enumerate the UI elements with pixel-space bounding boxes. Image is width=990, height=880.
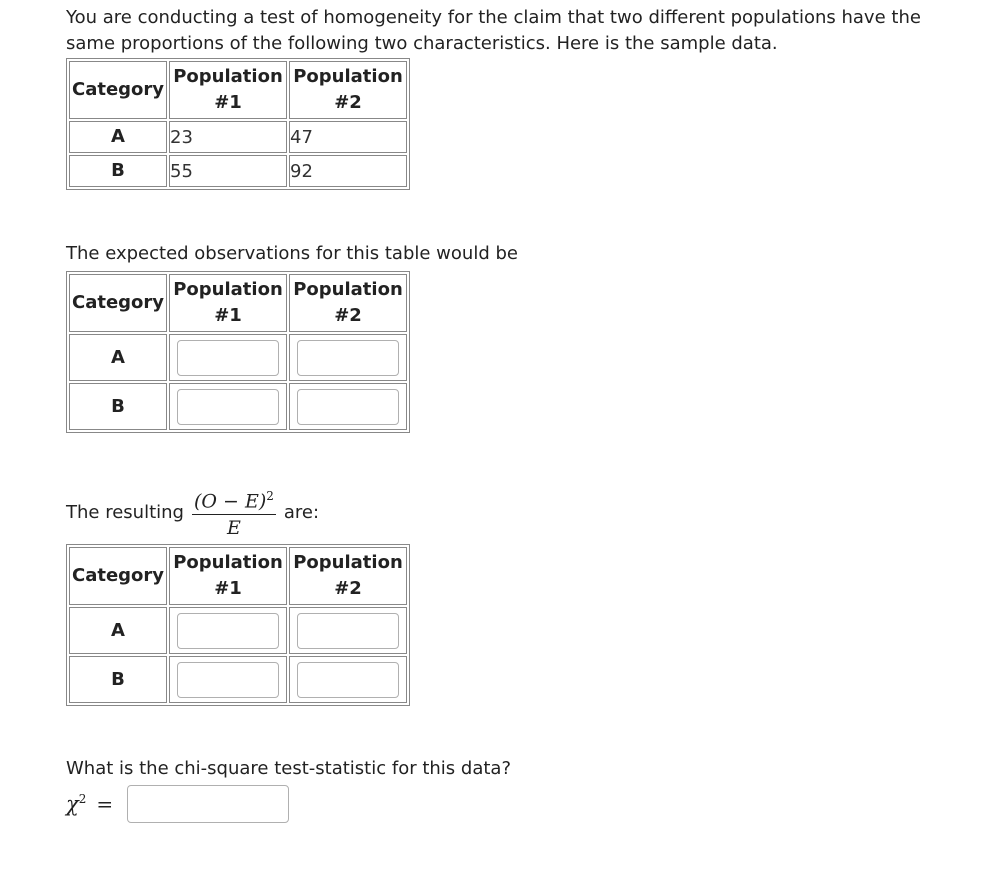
contrib-a-pop1-cell bbox=[169, 607, 287, 654]
chi-square-question: What is the chi-square test-statistic for this data? bbox=[66, 758, 511, 779]
category-header: Category bbox=[69, 274, 167, 332]
numerator-text: (O − E) bbox=[193, 490, 267, 513]
expected-intro-text: The expected observations for this table would be bbox=[66, 243, 518, 264]
contrib-a-pop2-cell bbox=[289, 607, 407, 654]
chi-symbol bbox=[66, 792, 86, 816]
contribution-table bbox=[66, 544, 410, 706]
expected-a-pop1-cell bbox=[169, 334, 287, 381]
row-label: B bbox=[69, 155, 167, 187]
contrib-a-pop2-input[interactable] bbox=[297, 613, 399, 649]
observed-a-pop2: 47 bbox=[289, 121, 407, 153]
observed-b-pop1: 55 bbox=[169, 155, 287, 187]
chi-square-input[interactable] bbox=[127, 785, 289, 823]
expected-a-pop1-input[interactable] bbox=[177, 340, 279, 376]
contribution-row-b bbox=[69, 656, 407, 703]
row-label: A bbox=[69, 334, 167, 381]
fraction-denominator: E bbox=[226, 517, 241, 540]
population-1-header: Population #1 bbox=[169, 61, 287, 119]
contrib-b-pop2-cell bbox=[289, 656, 407, 703]
row-label: B bbox=[69, 383, 167, 430]
expected-b-pop2-cell bbox=[289, 383, 407, 430]
population-2-header: Population #2 bbox=[289, 61, 407, 119]
category-header: Category bbox=[69, 61, 167, 119]
contrib-b-pop1-input[interactable] bbox=[177, 662, 279, 698]
population-1-header: Population #1 bbox=[169, 274, 287, 332]
chi-letter: χ bbox=[66, 792, 79, 816]
observed-header-row bbox=[69, 61, 407, 119]
resulting-suffix: are: bbox=[283, 501, 320, 523]
contribution-header-row bbox=[69, 547, 407, 605]
equals-sign: = bbox=[96, 792, 114, 816]
row-label: B bbox=[69, 656, 167, 703]
fraction-numerator bbox=[192, 485, 276, 515]
observed-row-b bbox=[69, 155, 407, 187]
row-label: A bbox=[69, 607, 167, 654]
resulting-prefix: The resulting bbox=[66, 501, 184, 523]
expected-table bbox=[66, 271, 410, 433]
expected-b-pop2-input[interactable] bbox=[297, 389, 399, 425]
expected-header-row bbox=[69, 274, 407, 332]
question-content bbox=[66, 5, 926, 816]
population-2-header: Population #2 bbox=[289, 547, 407, 605]
contrib-b-pop2-input[interactable] bbox=[297, 662, 399, 698]
row-label: A bbox=[69, 121, 167, 153]
expected-b-pop1-input[interactable] bbox=[177, 389, 279, 425]
population-2-header: Population #2 bbox=[289, 274, 407, 332]
observed-a-pop1: 23 bbox=[169, 121, 287, 153]
population-1-header: Population #1 bbox=[169, 547, 287, 605]
contrib-a-pop1-input[interactable] bbox=[177, 613, 279, 649]
numerator-exponent: 2 bbox=[266, 489, 274, 503]
chi-square-answer-row bbox=[66, 785, 289, 823]
expected-a-pop2-cell bbox=[289, 334, 407, 381]
expected-a-pop2-input[interactable] bbox=[297, 340, 399, 376]
expected-b-pop1-cell bbox=[169, 383, 287, 430]
resulting-sentence bbox=[66, 485, 319, 539]
chi-exponent: 2 bbox=[78, 792, 87, 806]
observed-row-a bbox=[69, 121, 407, 153]
chi-component-fraction bbox=[192, 485, 276, 539]
contrib-b-pop1-cell bbox=[169, 656, 287, 703]
observed-table bbox=[66, 58, 410, 190]
expected-row-a bbox=[69, 334, 407, 381]
expected-row-b bbox=[69, 383, 407, 430]
observed-b-pop2: 92 bbox=[289, 155, 407, 187]
contribution-row-a bbox=[69, 607, 407, 654]
intro-text: You are conducting a test of homogeneity for the claim that two different populations have the same proportions of the following two characteristics. Here is the sample data. bbox=[66, 7, 921, 54]
category-header: Category bbox=[69, 547, 167, 605]
